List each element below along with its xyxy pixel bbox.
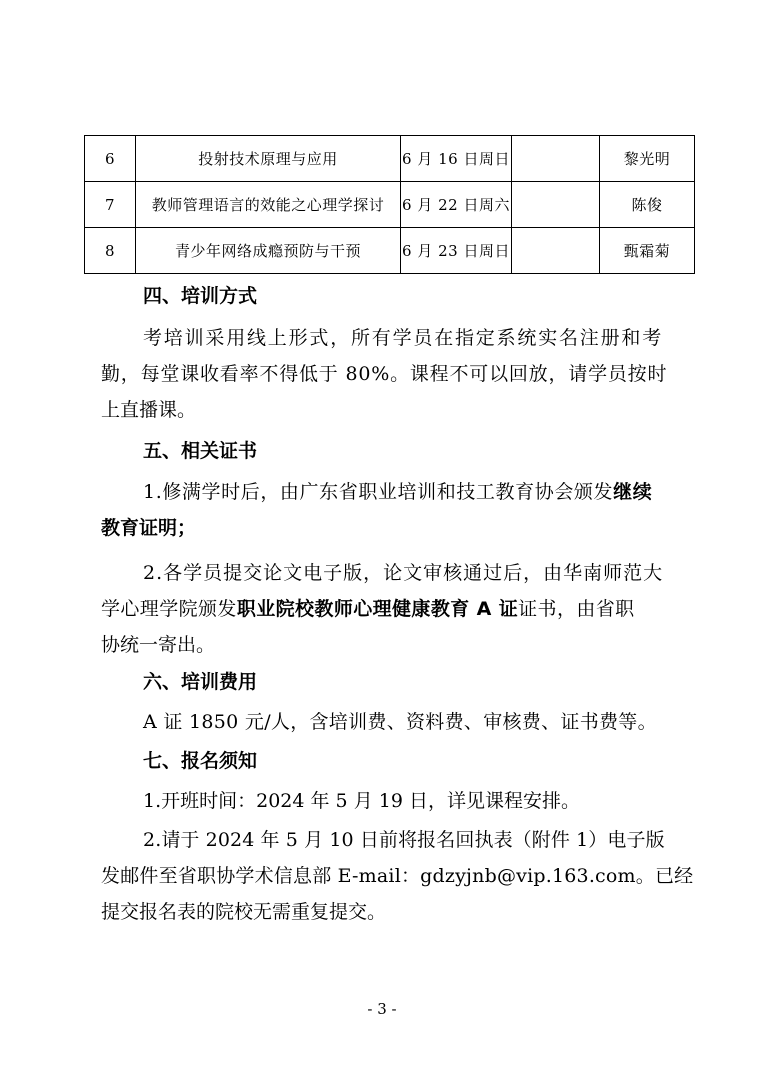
teacher-name: 甄霜菊	[600, 228, 695, 274]
text-run: 学心理学院颁发	[101, 598, 237, 620]
course-title: 青少年网络成瘾预防与干预	[136, 228, 401, 274]
empty-cell	[512, 182, 600, 228]
course-date: 6 月 22 日周六	[401, 182, 512, 228]
paragraph-line	[143, 477, 652, 504]
paragraph-line: 2.各学员提交论文电子版，论文审核通过后，由华南师范大	[143, 562, 664, 584]
paragraph-line: 上直播课。	[101, 399, 197, 421]
row-number: 8	[85, 228, 136, 274]
bold-text: 职业院校教师心理健康教育 A 证	[236, 598, 519, 620]
course-date: 6 月 23 日周日	[401, 228, 512, 274]
paragraph-line: 勤，每堂课收看率不得低于 80%。课程不可以回放，请学员按时	[101, 363, 668, 385]
table-row	[85, 228, 695, 274]
page-number: - 3 -	[367, 1000, 397, 1018]
paragraph-line: 考培训采用线上形式，所有学员在指定系统实名注册和考	[143, 327, 664, 349]
empty-cell	[512, 136, 600, 182]
paragraph-line	[101, 513, 196, 540]
course-date: 6 月 16 日周日	[401, 136, 512, 182]
section-heading-fees: 六、培训费用	[143, 671, 258, 693]
paragraph-line: 2.请于 2024 年 5 月 10 日前将报名回执表（附件 1）电子版	[143, 829, 665, 851]
empty-cell	[512, 228, 600, 274]
section-heading-certificates: 五、相关证书	[143, 440, 258, 462]
paragraph-line: 发邮件至省职协学术信息部 E-mail：gdzyjnb@vip.163.com。已经	[101, 865, 694, 887]
table-row	[85, 136, 695, 182]
paragraph-line: A 证 1850 元/人，含培训费、资料费、审核费、证书费等。	[143, 711, 657, 733]
paragraph-line	[101, 594, 635, 621]
table-row	[85, 182, 695, 228]
course-title: 投射技术原理与应用	[136, 136, 401, 182]
bold-text: 教育证明；	[101, 517, 197, 539]
section-heading-training-method: 四、培训方式	[143, 285, 258, 307]
text-run: 证书，由省职	[518, 598, 635, 620]
paragraph-line: 1.开班时间：2024 年 5 月 19 日，详见课程安排。	[143, 790, 580, 812]
bold-text: 继续	[613, 481, 653, 503]
teacher-name: 黎光明	[600, 136, 695, 182]
paragraph-line: 协统一寄出。	[101, 634, 216, 656]
course-title: 教师管理语言的效能之心理学探讨	[136, 182, 401, 228]
row-number: 6	[85, 136, 136, 182]
row-number: 7	[85, 182, 136, 228]
teacher-name: 陈俊	[600, 182, 695, 228]
text-run: 1.修满学时后，由广东省职业培训和技工教育协会颁发	[143, 481, 614, 503]
schedule-table	[84, 135, 695, 274]
section-heading-registration: 七、报名须知	[143, 750, 258, 772]
paragraph-line: 提交报名表的院校无需重复提交。	[101, 901, 387, 923]
